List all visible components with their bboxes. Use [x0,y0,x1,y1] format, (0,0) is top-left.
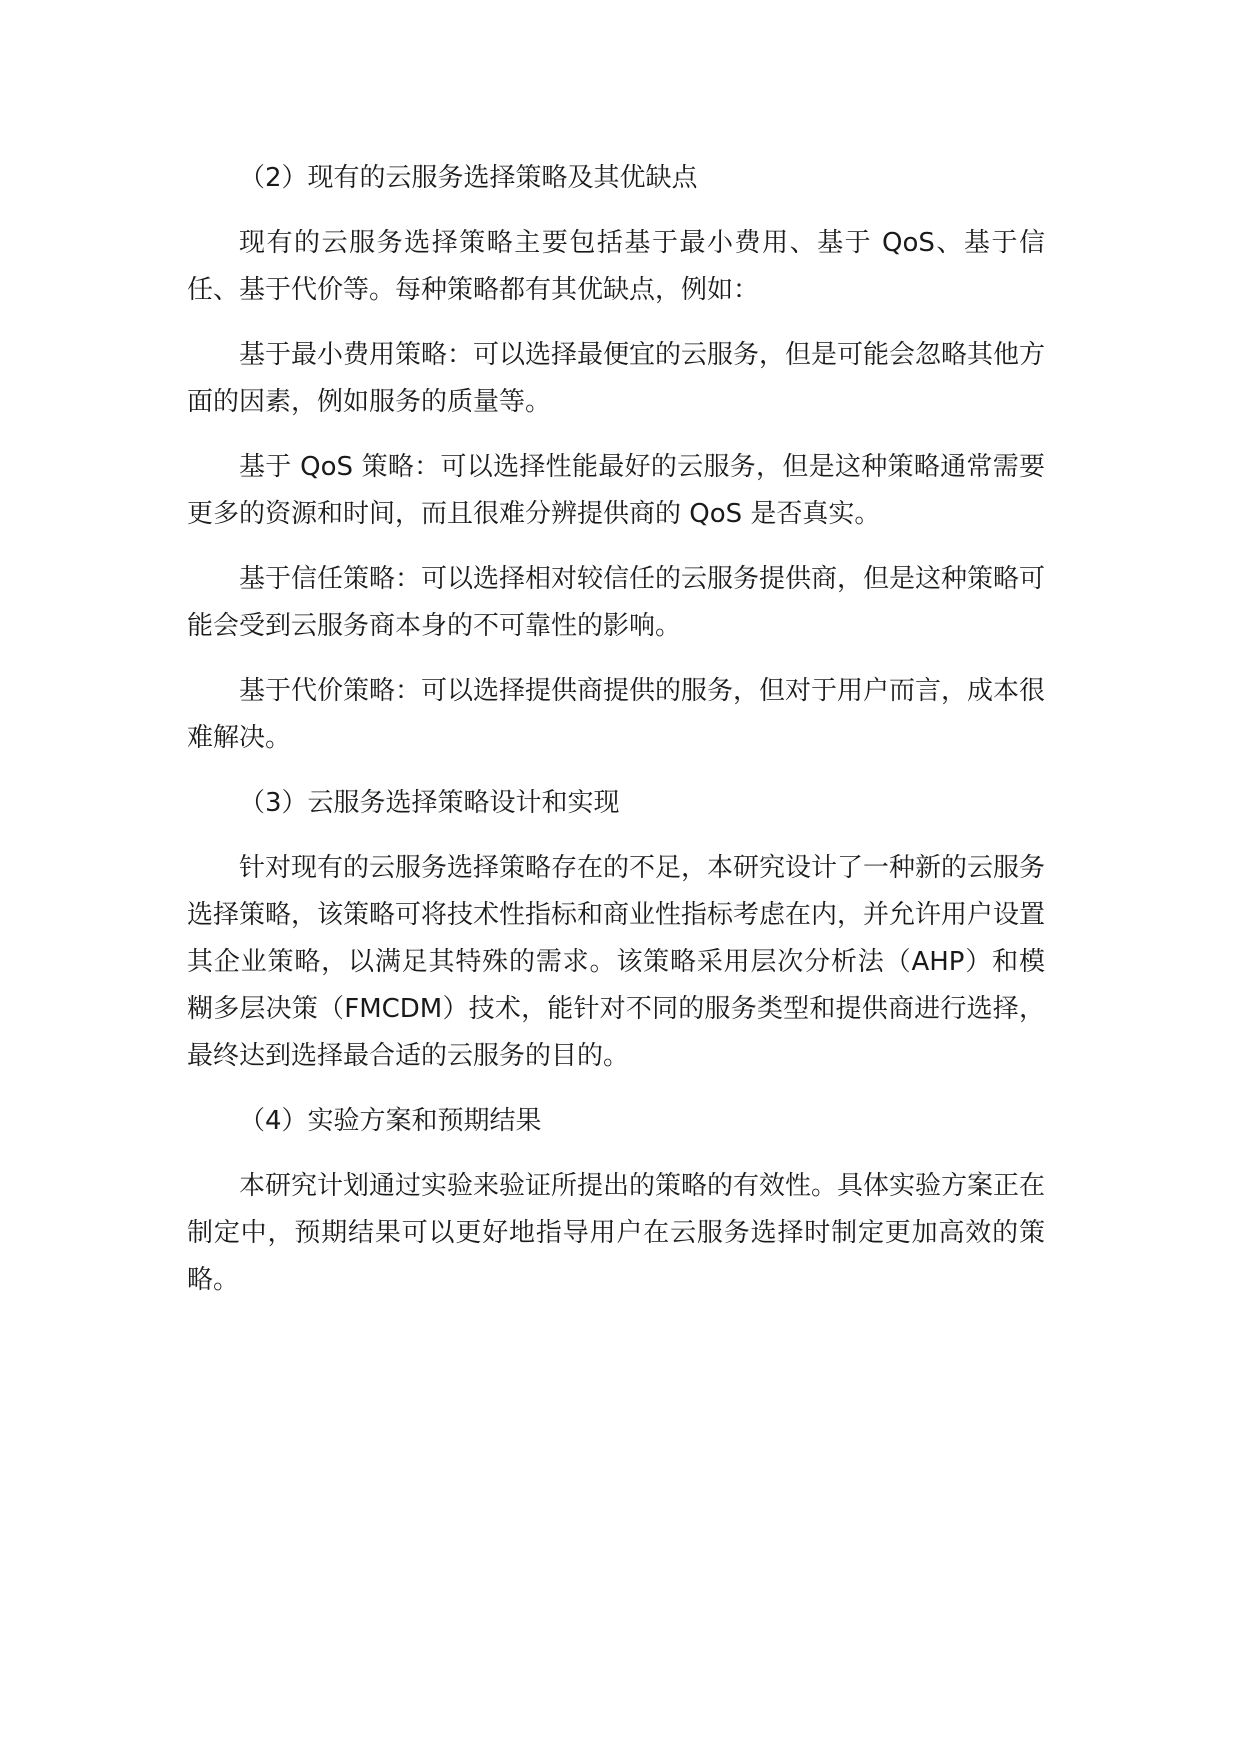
paragraph-strategy-design: 针对现有的云服务选择策略存在的不足，本研究设计了一种新的云服务选择策略，该策略可将技术性指标和商业性指标考虑在内，并允许用户设置其企业策略，以满足其特殊的需求。该策略采用层次分析法（AHP）和模糊多层决策（FMCDM）技术，能针对不同的服务类型和提供商进行选择，最终达到选择最合适的云服务的目的。 [187,853,1046,1071]
paragraph-min-cost-strategy: 基于最小费用策略：可以选择最便宜的云服务，但是可能会忽略其他方面的因素，例如服务的质量等。 [187,340,1046,417]
paragraph-qos-strategy: 基于 QoS 策略：可以选择性能最好的云服务，但是这种策略通常需要更多的资源和时间，而且很难分辨提供商的 QoS 是否真实。 [187,452,1045,529]
section-heading-experiment: （4）实验方案和预期结果 [239,1106,542,1136]
section-heading-design: （3）云服务选择策略设计和实现 [239,788,620,818]
document-body [187,155,1045,1322]
paragraph-price-strategy: 基于代价策略：可以选择提供商提供的服务，但对于用户而言，成本很难解决。 [187,676,1046,753]
paragraph-strategies-intro: 现有的云服务选择策略主要包括基于最小费用、基于 QoS、基于信任、基于代价等。每种策略都有其优缺点，例如： [187,228,1045,305]
paragraph-experiment-plan: 本研究计划通过实验来验证所提出的策略的有效性。具体实验方案正在制定中，预期结果可以更好地指导用户在云服务选择时制定更加高效的策略。 [187,1171,1046,1295]
paragraph-trust-strategy: 基于信任策略：可以选择相对较信任的云服务提供商，但是这种策略可能会受到云服务商本身的不可靠性的影响。 [187,564,1046,641]
section-heading-existing-strategies: （2）现有的云服务选择策略及其优缺点 [239,163,698,193]
